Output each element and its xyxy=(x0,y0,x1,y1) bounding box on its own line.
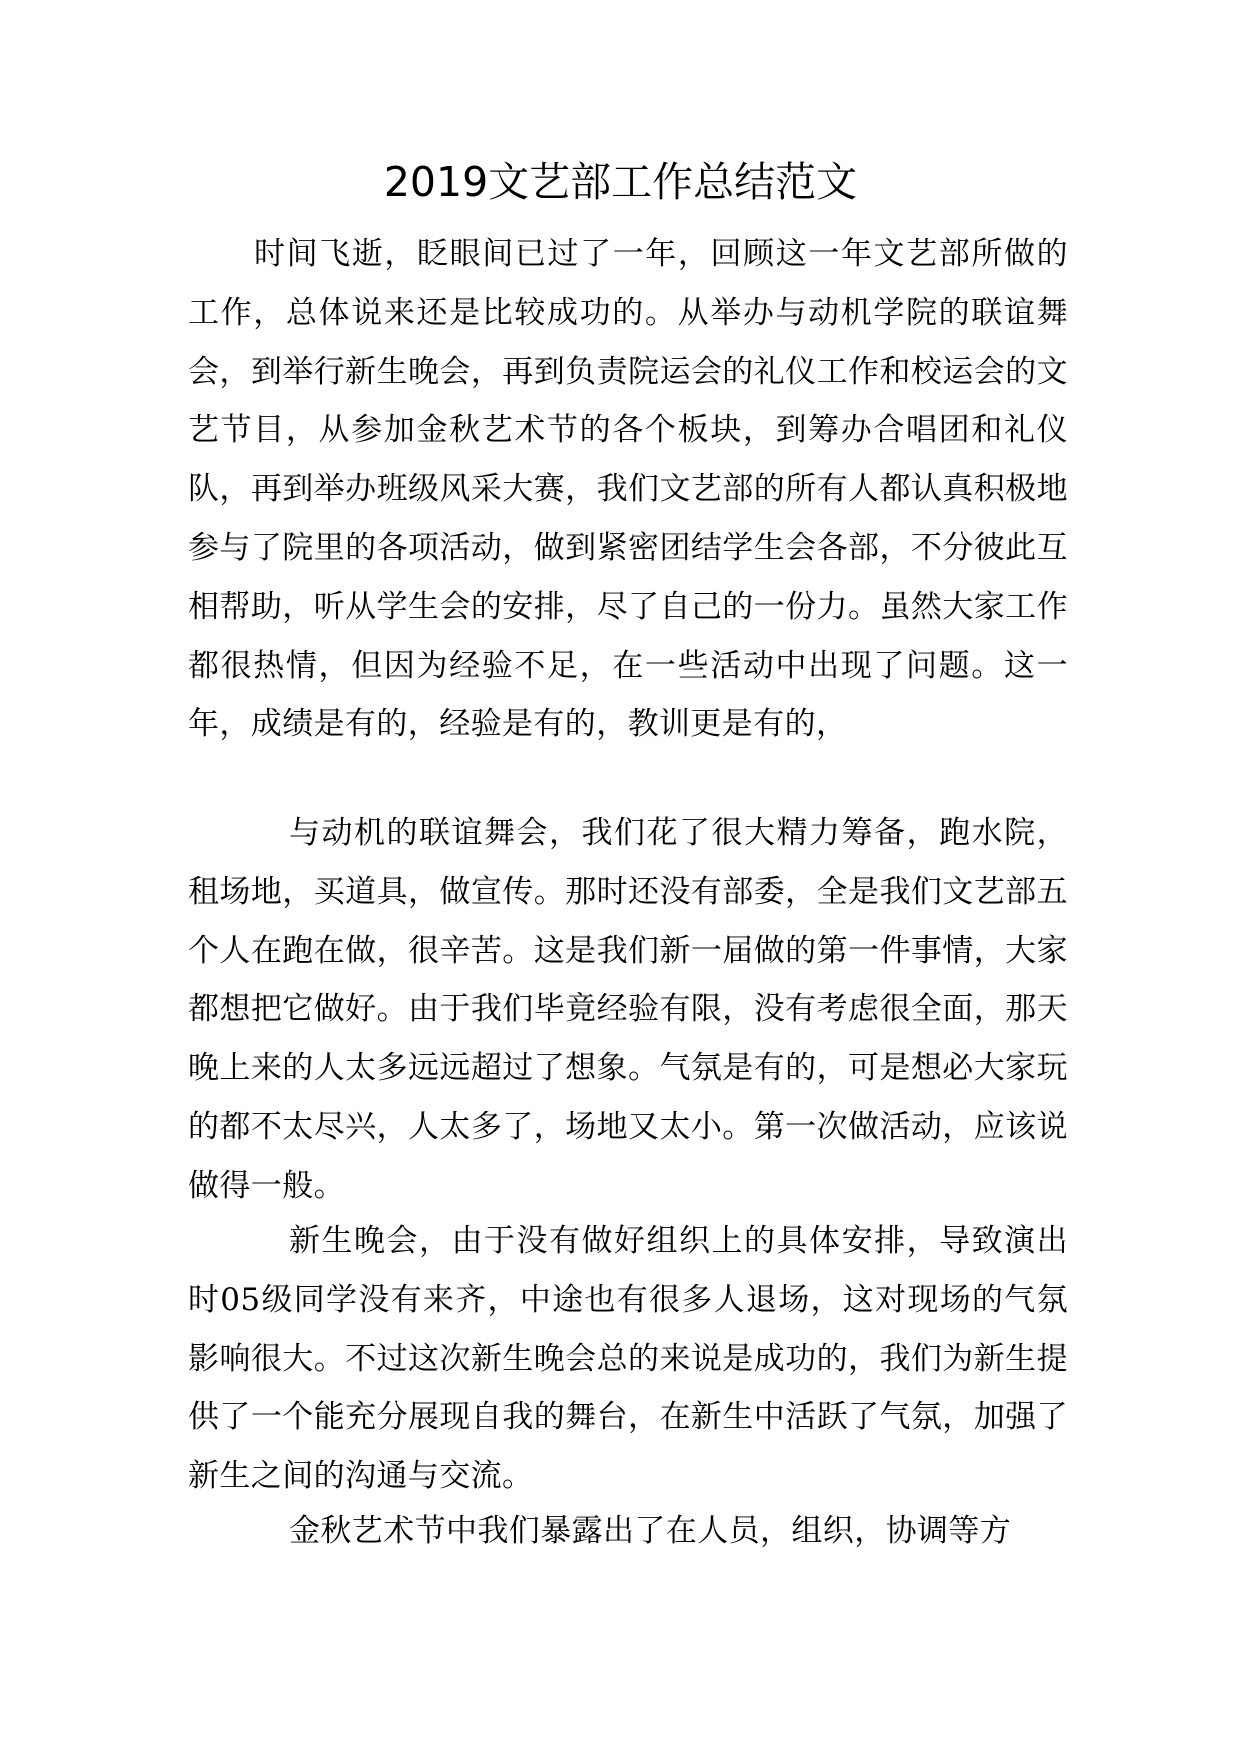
paragraph-arts-festival: 金秋艺术节中我们暴露出了在人员，组织，协调等方 xyxy=(289,1513,1012,1549)
document-title: 2019文艺部工作总结范文 xyxy=(383,158,858,206)
paragraph-summary-intro: 时间飞逝，眨眼间已过了一年，回顾这一年文艺部所做的工作，总体说来还是比较成功的。从举办与动机学院的联谊舞会，到举行新生晚会，再到负责院运会的礼仪工作和校运会的文艺节目，从参加金秋艺术节的各个板块，到筹办合唱团和礼仪队，再到举办班级风采大赛，我们文艺部的所有人都认真积极地参与了院里的各项活动，做到紧密团结学生会各部，不分彼此互相帮助，听从学生会的安排，尽了自己的一份力。虽然大家工作都很热情，但因为经验不足，在一些活动中出现了问题。这一年，成绩是有的，经验是有的，教训更是有的， xyxy=(188,236,1068,743)
paragraph-freshman-gala: 新生晚会，由于没有做好组织上的具体安排，导致演出时05级同学没有来齐，中途也有很多人退场，这对现场的气氛影响很大。不过这次新生晚会总的来说是成功的，我们为新生提供了一个能充分展现自我的舞台，在新生中活跃了气氛，加强了新生之间的沟通与交流。 xyxy=(188,1223,1068,1495)
paragraph-joint-dance: 与动机的联谊舞会，我们花了很大精力筹备，跑水院，租场地，买道具，做宣传。那时还没有部委，全是我们文艺部五个人在跑在做，很辛苦。这是我们新一届做的第一件事情，大家都想把它做好。由于我们毕竟经验有限，没有考虑很全面，那天晚上来的人太多远远超过了想象。气氛是有的，可是想必大家玩的都不太尽兴，人太多了，场地又太小。第一次做活动，应该说做得一般。 xyxy=(188,815,1068,1204)
